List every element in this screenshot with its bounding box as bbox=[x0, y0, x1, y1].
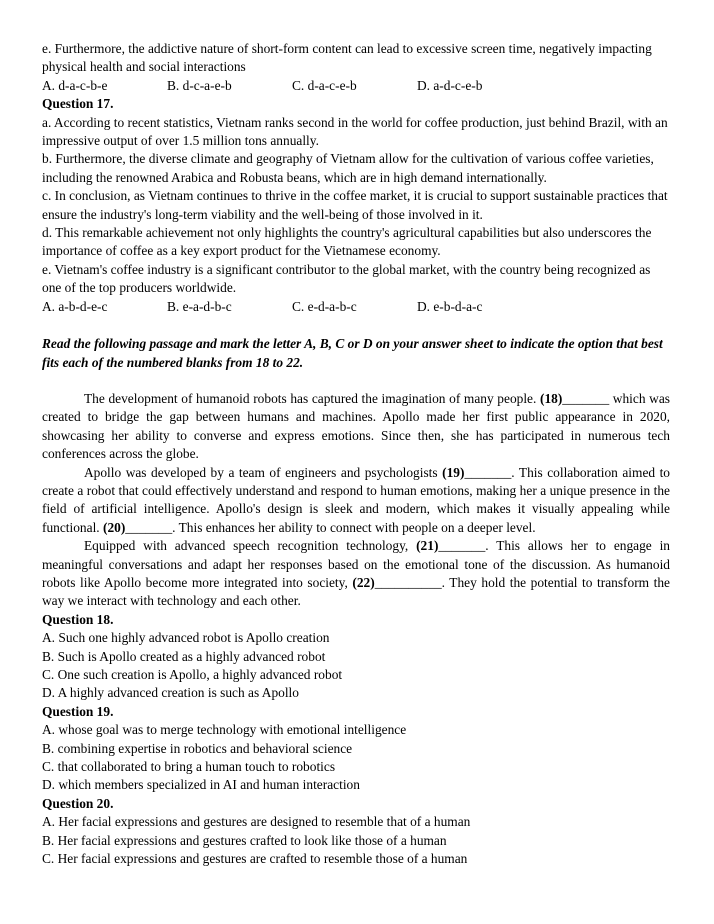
q19-option-a: A. whose goal was to merge technology with emotional intelligence bbox=[42, 722, 407, 738]
passage-paragraph-2 bbox=[42, 464, 670, 538]
passage-text: _______. This allows her to engage in meaningful conversations and adapt her responses based on the emotional tone of the discussion. As humanoid robots like Apollo become more integrated into society, bbox=[42, 538, 670, 590]
q17-title: Question 17. bbox=[42, 96, 114, 112]
blank-20: (20) bbox=[102, 519, 126, 535]
q17-statement-b: b. Furthermore, the diverse climate and geography of Vietnam allow for the cultivation of various coffee varieties, including the renowned Arabica and Robusta beans, which are in high demand internationally. bbox=[42, 151, 654, 185]
passage-text: _______. This enhances her ability to connect with people on a deeper level. bbox=[125, 519, 536, 535]
q19-option-c: C. that collaborated to bring a human touch to robotics bbox=[42, 759, 336, 775]
q16-option-c: C. d-a-c-e-b bbox=[292, 77, 357, 93]
blank-19: (19) bbox=[442, 464, 465, 480]
blank-21: (21) bbox=[416, 538, 439, 554]
q18-option-b: B. Such is Apollo created as a highly advanced robot bbox=[42, 648, 326, 664]
q20-option-c: C. Her facial expressions and gestures are crafted to resemble those of a human bbox=[42, 851, 468, 867]
q18-option-d: D. A highly advanced creation is such as Apollo bbox=[42, 685, 299, 701]
q18-option-a: A. Such one highly advanced robot is Apollo creation bbox=[42, 630, 330, 646]
q16-statement-e: e. Furthermore, the addictive nature of short-form content can lead to excessive screen time, negatively impacting physical health and social interactions bbox=[42, 41, 652, 75]
q17-option-b: B. e-a-d-b-c bbox=[167, 298, 232, 314]
blank-22: (22) bbox=[352, 574, 375, 590]
passage-text: Apollo was developed by a team of engineers and psychologists bbox=[84, 464, 443, 480]
reading-instruction: Read the following passage and mark the letter A, B, C or D on your answer sheet to indicate the option that best fits each of the numbered blanks from 18 to 22. bbox=[42, 336, 663, 370]
q19-title: Question 19. bbox=[42, 703, 114, 719]
q17-options bbox=[42, 298, 670, 316]
q17-statement-c: c. In conclusion, as Vietnam continues to thrive in the coffee market, it is crucial to support sustainable practices that ensure the industry's long-term viability and the well-being of those involved in it. bbox=[42, 188, 668, 222]
q20-title: Question 20. bbox=[42, 795, 114, 811]
q16-option-b: B. d-c-a-e-b bbox=[167, 77, 232, 93]
q20-option-b: B. Her facial expressions and gestures crafted to look like those of a human bbox=[42, 832, 447, 848]
passage-text: _______ which was created to bridge the gap between humans and machines. Apollo made her first public appearance in 2020, showcasing her ability to converse and express emotions. Since then, she has participated in numerous tech conferences across the globe. bbox=[42, 390, 670, 462]
q17-statement-a: a. According to recent statistics, Vietnam ranks second in the world for coffee production, just behind Brazil, with an impressive output of over 1.5 million tons annually. bbox=[42, 114, 668, 149]
q17-statement-d: d. This remarkable achievement not only highlights the country's agricultural capabilities but also underscores the importance of coffee as a key export product for the Vietnamese economy. bbox=[42, 225, 652, 259]
q16-option-d: D. a-d-c-e-b bbox=[417, 77, 483, 93]
q19-option-b: B. combining expertise in robotics and behavioral science bbox=[42, 740, 353, 756]
q18-title: Question 18. bbox=[42, 611, 114, 627]
passage-paragraph-1 bbox=[42, 390, 670, 464]
passage-paragraph-3 bbox=[42, 537, 670, 611]
passage-text: Equipped with advanced speech recognition technology, bbox=[84, 538, 417, 554]
q16-option-a: A. d-a-c-b-e bbox=[42, 77, 108, 93]
q18-option-c: C. One such creation is Apollo, a highly advanced robot bbox=[42, 667, 343, 682]
q17-option-a: A. a-b-d-e-c bbox=[42, 298, 108, 314]
q16-options bbox=[42, 77, 670, 95]
passage-text: _______. This collaboration aimed to create a robot that could effectively understand and respond to human emotions, making her a unique presence in the field of artificial intelligence. Apollo's design is sleek and modern, which makes it visually appealing while functional. bbox=[42, 464, 671, 535]
passage-text: The development of humanoid robots has captured the imagination of many people. bbox=[84, 390, 540, 406]
q17-statement-e: e. Vietnam's coffee industry is a significant contributor to the global market, with the country being recognized as one of the top producers worldwide. bbox=[42, 261, 651, 296]
q17-option-c: C. e-d-a-b-c bbox=[292, 298, 357, 314]
passage-text: __________. They hold the potential to transform the way we interact with technology and each other. bbox=[42, 574, 670, 609]
q20-option-a: A. Her facial expressions and gestures are designed to resemble that of a human bbox=[42, 814, 471, 830]
blank-18: (18) bbox=[539, 390, 563, 406]
q17-option-d: D. e-b-d-a-c bbox=[417, 298, 483, 314]
q19-option-d: D. which members specialized in AI and human interaction bbox=[42, 777, 360, 793]
